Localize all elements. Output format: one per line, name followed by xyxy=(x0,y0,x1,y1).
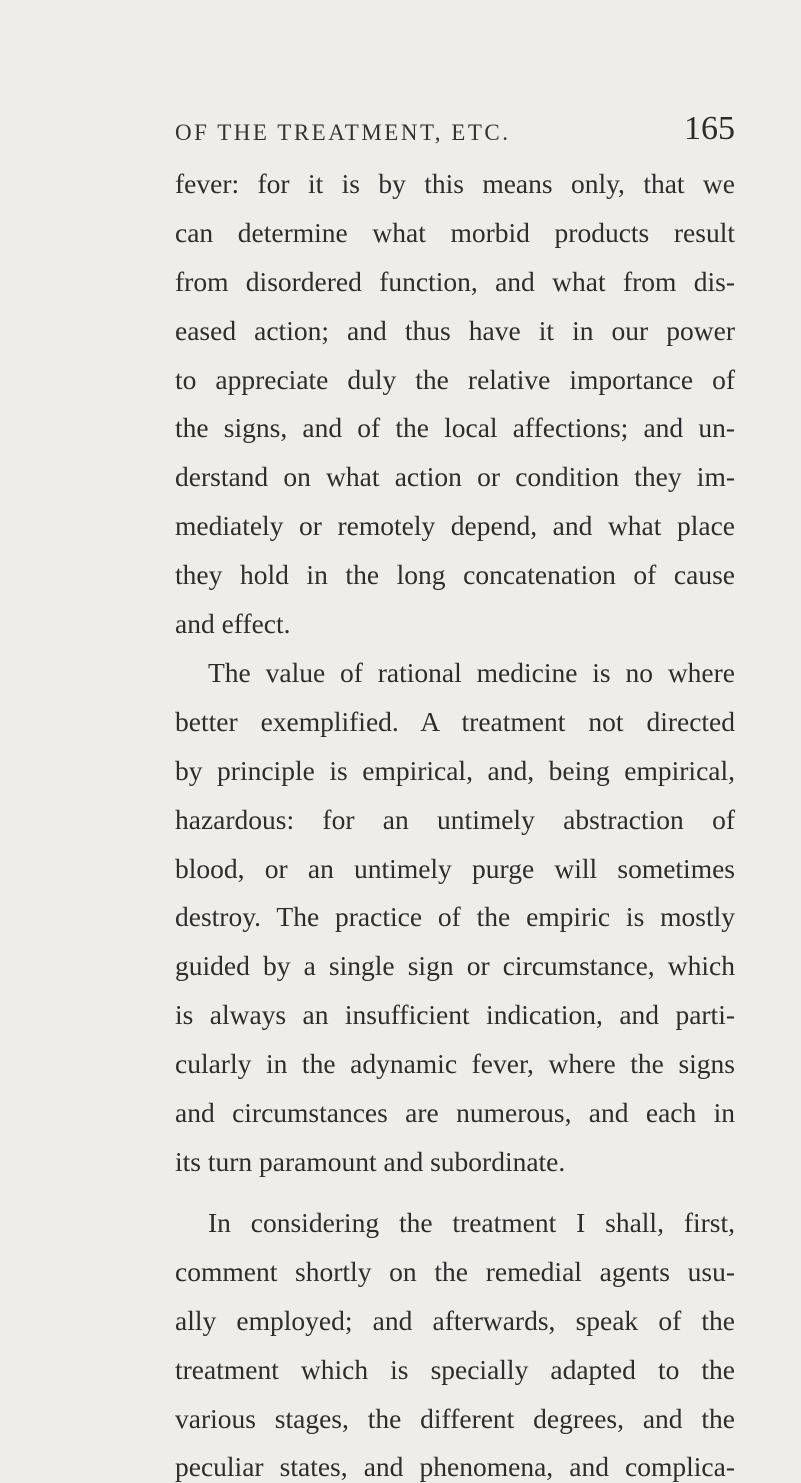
text-line: blood, or an untimely purge will sometimes xyxy=(175,853,735,884)
text-line: ally employed; and afterwards, speak of the xyxy=(175,1305,735,1336)
text-line: peculiar states, and phenomena, and complica- xyxy=(175,1451,735,1482)
page-number: 165 xyxy=(684,110,735,147)
text-line: derstand on what action or condition they im- xyxy=(175,461,735,492)
text-line: various stages, the different degrees, and the xyxy=(175,1403,735,1434)
text-line: better exemplified. A treatment not directed xyxy=(175,706,735,737)
text-line: treatment which is specially adapted to the xyxy=(175,1354,735,1385)
text-line: destroy. The practice of the empiric is mostly xyxy=(175,901,735,932)
text-line: and circumstances are numerous, and each in xyxy=(175,1097,735,1128)
text-line: The value of rational medicine is no where xyxy=(208,657,735,688)
text-line: from disordered function, and what from dis- xyxy=(175,266,735,297)
text-line: guided by a single sign or circumstance, which xyxy=(175,950,735,981)
text-line: the signs, and of the local affections; and un- xyxy=(175,412,735,443)
text-line: can determine what morbid products result xyxy=(175,217,735,248)
text-line: is always an insufficient indication, and parti- xyxy=(175,999,735,1030)
text-line: hazardous: for an untimely abstraction of xyxy=(175,804,735,835)
text-line: fever: for it is by this means only, that we xyxy=(175,168,735,199)
text-line: they hold in the long concatenation of cause xyxy=(175,559,735,590)
text-line: cularly in the adynamic fever, where the signs xyxy=(175,1048,735,1079)
text-line: mediately or remotely depend, and what place xyxy=(175,510,735,541)
text-line: In considering the treatment I shall, first, xyxy=(208,1207,735,1238)
text-line: its turn paramount and subordinate. xyxy=(175,1146,566,1177)
page-header xyxy=(175,110,735,154)
text-line: to appreciate duly the relative importance of xyxy=(175,364,735,395)
running-head: OF THE TREATMENT, ETC. xyxy=(175,120,511,145)
text-line: comment shortly on the remedial agents usu- xyxy=(175,1256,735,1287)
text-line: eased action; and thus have it in our power xyxy=(175,315,735,346)
text-line: and effect. xyxy=(175,608,291,639)
text-line: by principle is empirical, and, being empirical, xyxy=(175,755,735,786)
